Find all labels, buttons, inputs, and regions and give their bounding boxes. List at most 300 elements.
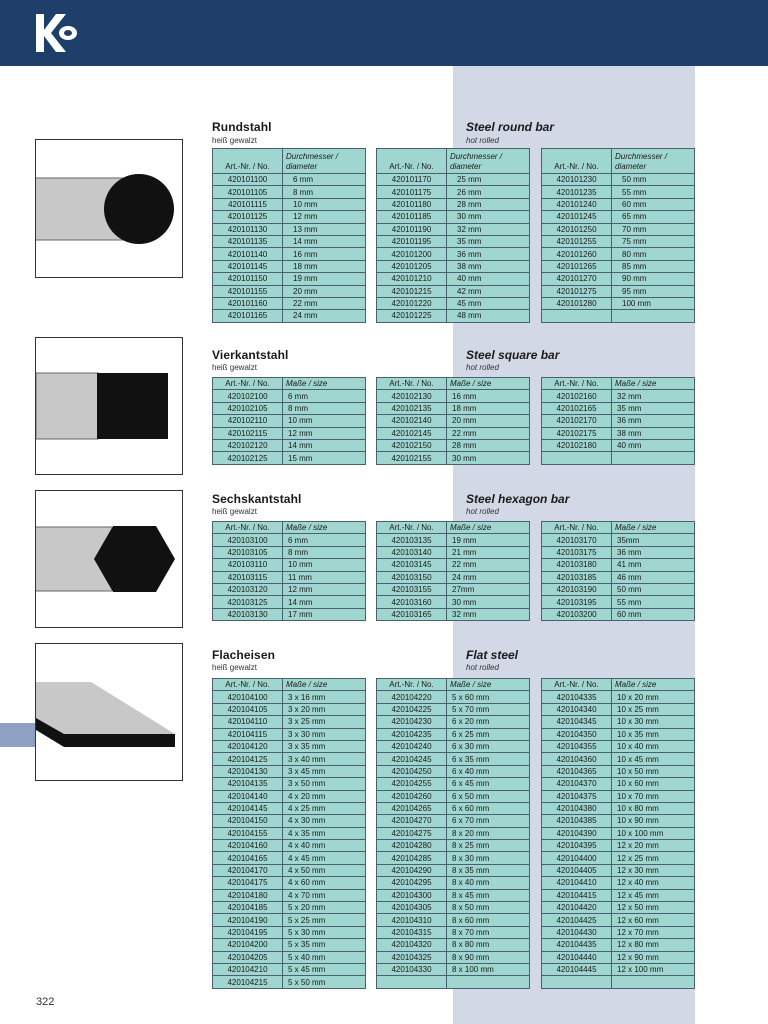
table-row <box>542 728 695 740</box>
column-header-art-no: Art.-Nr. / No. <box>377 378 447 390</box>
table-row <box>213 223 366 235</box>
article-number: 420104115 <box>213 728 283 740</box>
table-row <box>213 310 366 322</box>
dimension-value: 22 mm <box>283 297 366 309</box>
table-row <box>377 703 530 715</box>
article-number: 420101220 <box>377 297 447 309</box>
dimension-value: 3 x 30 mm <box>283 728 366 740</box>
dimension-value: 42 mm <box>447 285 530 297</box>
column-header-art-no: Art.-Nr. / No. <box>213 149 283 174</box>
dimension-value: 4 x 25 mm <box>283 802 366 814</box>
article-number: 420104320 <box>377 939 447 951</box>
table-row <box>213 297 366 309</box>
column-header-dimension: Maße / size <box>447 679 530 691</box>
table-row <box>542 951 695 963</box>
table-row <box>542 608 695 620</box>
table-row <box>377 390 530 402</box>
table-row <box>213 439 366 451</box>
table-row <box>377 740 530 752</box>
round-title-de: Rundstahl <box>212 120 272 134</box>
dimension-value: 25 mm <box>447 174 530 186</box>
table-row <box>377 728 530 740</box>
flat-table-1 <box>212 678 366 989</box>
dimension-value: 3 x 35 mm <box>283 740 366 752</box>
article-number: 420101105 <box>213 186 283 198</box>
table-row <box>213 939 366 951</box>
article-number: 420101225 <box>377 310 447 322</box>
dimension-value: 36 mm <box>612 415 695 427</box>
article-number: 420104205 <box>213 951 283 963</box>
article-number: 420102150 <box>377 439 447 451</box>
column-header-art-no: Art.-Nr. / No. <box>542 149 612 174</box>
round-bar-illustration <box>35 139 183 278</box>
dimension-value: 6 x 30 mm <box>447 740 530 752</box>
dimension-value: 16 mm <box>447 390 530 402</box>
dimension-value: 50 mm <box>612 583 695 595</box>
table-row <box>213 852 366 864</box>
article-number: 420104350 <box>542 728 612 740</box>
article-number: 420103185 <box>542 571 612 583</box>
table-row <box>213 765 366 777</box>
column-header-art-no: Art.-Nr. / No. <box>377 522 447 534</box>
dimension-value <box>612 310 695 322</box>
flat-subtitle-en: hot rolled <box>466 663 499 672</box>
table-row <box>377 198 530 210</box>
table-row <box>542 439 695 451</box>
table-row <box>377 827 530 839</box>
table-row <box>377 571 530 583</box>
article-number: 420101240 <box>542 198 612 210</box>
table-row <box>542 765 695 777</box>
dimension-value: 10 x 45 mm <box>612 753 695 765</box>
table-row <box>377 439 530 451</box>
dimension-value: 41 mm <box>612 559 695 571</box>
article-number: 420101245 <box>542 211 612 223</box>
dimension-value: 35 mm <box>447 235 530 247</box>
dimension-value: 27mm <box>447 583 530 595</box>
table-row <box>213 802 366 814</box>
dimension-value: 6 x 70 mm <box>447 815 530 827</box>
article-number: 420101140 <box>213 248 283 260</box>
table-row <box>213 778 366 790</box>
table-row <box>213 452 366 464</box>
table-row <box>377 864 530 876</box>
dimension-value: 19 mm <box>447 534 530 546</box>
table-row <box>542 753 695 765</box>
article-number: 420104355 <box>542 740 612 752</box>
dimension-value: 35mm <box>612 534 695 546</box>
article-number: 420104185 <box>213 902 283 914</box>
square-title-en: Steel square bar <box>466 348 560 362</box>
column-header-dimension <box>447 149 530 174</box>
article-number: 420103165 <box>377 608 447 620</box>
table-row <box>377 765 530 777</box>
dimension-value: 5 x 25 mm <box>283 914 366 926</box>
square-title-de: Vierkantstahl <box>212 348 289 362</box>
table-row <box>377 926 530 938</box>
table-row <box>377 174 530 186</box>
dimension-value: 8 x 40 mm <box>447 877 530 889</box>
table-row <box>542 703 695 715</box>
article-number: 420101195 <box>377 235 447 247</box>
column-header-art-no: Art.-Nr. / No. <box>213 679 283 691</box>
dimension-value: 12 mm <box>283 583 366 595</box>
article-number: 420104125 <box>213 753 283 765</box>
dimension-value: 4 x 50 mm <box>283 864 366 876</box>
article-number: 420104405 <box>542 864 612 876</box>
dimension-value: 3 x 16 mm <box>283 691 366 703</box>
dimension-value: 14 mm <box>283 235 366 247</box>
article-number: 420104440 <box>542 951 612 963</box>
table-row <box>213 716 366 728</box>
dimension-value: 12 x 20 mm <box>612 840 695 852</box>
dimension-value: 30 mm <box>447 596 530 608</box>
table-row <box>213 815 366 827</box>
dimension-value: 75 mm <box>612 235 695 247</box>
table-row <box>213 608 366 620</box>
table-row <box>213 877 366 889</box>
article-number: 420104365 <box>542 765 612 777</box>
article-number: 420104170 <box>213 864 283 876</box>
article-number: 420104310 <box>377 914 447 926</box>
table-row <box>542 534 695 546</box>
dimension-value: 8 x 60 mm <box>447 914 530 926</box>
dimension-value: 13 mm <box>283 223 366 235</box>
dimension-value: 12 x 50 mm <box>612 902 695 914</box>
dimension-value: 6 x 40 mm <box>447 765 530 777</box>
table-row <box>542 546 695 558</box>
article-number: 420101200 <box>377 248 447 260</box>
dimension-value: 10 mm <box>283 198 366 210</box>
table-row <box>542 248 695 260</box>
article-number: 420104100 <box>213 691 283 703</box>
square-table-2 <box>376 377 530 465</box>
column-header-art-no: Art.-Nr. / No. <box>542 522 612 534</box>
dimension-value: 18 mm <box>447 402 530 414</box>
dimension-value: 10 x 50 mm <box>612 765 695 777</box>
dimension-value: 8 x 90 mm <box>447 951 530 963</box>
column-header-dimension-line1: Durchmesser / <box>286 152 339 161</box>
dimension-value: 55 mm <box>612 596 695 608</box>
table-row <box>377 285 530 297</box>
dimension-value: 28 mm <box>447 198 530 210</box>
table-row <box>377 534 530 546</box>
dimension-value: 24 mm <box>447 571 530 583</box>
table-row <box>213 559 366 571</box>
dimension-value: 8 x 50 mm <box>447 902 530 914</box>
hexagon-title-de: Sechskantstahl <box>212 492 302 506</box>
dimension-value: 24 mm <box>283 310 366 322</box>
table-row <box>213 914 366 926</box>
article-number: 420104215 <box>213 976 283 988</box>
table-row <box>542 186 695 198</box>
article-number: 420104295 <box>377 877 447 889</box>
table-row <box>377 583 530 595</box>
article-number: 420101180 <box>377 198 447 210</box>
table-row <box>213 864 366 876</box>
table-row <box>542 427 695 439</box>
table-row <box>213 728 366 740</box>
table-row <box>377 716 530 728</box>
table-row <box>377 939 530 951</box>
article-number: 420104165 <box>213 852 283 864</box>
article-number: 420104330 <box>377 963 447 975</box>
dimension-value: 55 mm <box>612 186 695 198</box>
article-number: 420103200 <box>542 608 612 620</box>
column-header-dimension: Maße / size <box>612 679 695 691</box>
dimension-value: 35 mm <box>612 402 695 414</box>
hexagon-table-2 <box>376 521 530 621</box>
article-number: 420104145 <box>213 802 283 814</box>
table-row <box>213 951 366 963</box>
section-tab-marker <box>0 723 36 747</box>
table-row <box>213 902 366 914</box>
table-row <box>377 260 530 272</box>
article-number: 420104265 <box>377 802 447 814</box>
dimension-value: 28 mm <box>447 439 530 451</box>
column-header-dimension-line1: Durchmesser / <box>615 152 668 161</box>
article-number: 420101250 <box>542 223 612 235</box>
dimension-value: 15 mm <box>283 452 366 464</box>
dimension-value: 26 mm <box>447 186 530 198</box>
article-number: 420104200 <box>213 939 283 951</box>
dimension-value: 4 x 35 mm <box>283 827 366 839</box>
column-header-dimension <box>612 149 695 174</box>
article-number: 420104140 <box>213 790 283 802</box>
dimension-value: 8 x 35 mm <box>447 864 530 876</box>
flat-steel-illustration <box>35 643 183 781</box>
column-header-dimension: Maße / size <box>612 378 695 390</box>
article-number: 420104380 <box>542 802 612 814</box>
article-number: 420104155 <box>213 827 283 839</box>
dimension-value: 5 x 35 mm <box>283 939 366 951</box>
table-row <box>542 452 695 464</box>
dimension-value: 10 x 60 mm <box>612 778 695 790</box>
dimension-value: 8 x 70 mm <box>447 926 530 938</box>
article-number: 420101230 <box>542 174 612 186</box>
article-number: 420102110 <box>213 415 283 427</box>
table-row <box>542 864 695 876</box>
round-table-2 <box>376 148 530 323</box>
article-number: 420101270 <box>542 273 612 285</box>
dimension-value: 95 mm <box>612 285 695 297</box>
table-row <box>377 546 530 558</box>
table-row <box>377 852 530 864</box>
dimension-value: 36 mm <box>447 248 530 260</box>
article-number: 420101160 <box>213 297 283 309</box>
table-row <box>213 827 366 839</box>
article-number: 420103110 <box>213 559 283 571</box>
article-number <box>377 976 447 988</box>
dimension-value: 14 mm <box>283 439 366 451</box>
dimension-value: 10 x 70 mm <box>612 790 695 802</box>
dimension-value: 5 x 20 mm <box>283 902 366 914</box>
article-number <box>542 452 612 464</box>
table-row <box>377 815 530 827</box>
column-header-dimension: Maße / size <box>283 679 366 691</box>
dimension-value: 38 mm <box>447 260 530 272</box>
article-number: 420101235 <box>542 186 612 198</box>
article-number: 420104255 <box>377 778 447 790</box>
table-row <box>542 273 695 285</box>
dimension-value: 4 x 60 mm <box>283 877 366 889</box>
table-row <box>542 285 695 297</box>
flat-title-en: Flat steel <box>466 648 519 662</box>
table-row <box>377 877 530 889</box>
column-header-art-no: Art.-Nr. / No. <box>377 679 447 691</box>
column-header-dimension-line2: diameter <box>450 162 482 171</box>
table-row <box>542 235 695 247</box>
dimension-value: 8 x 20 mm <box>447 827 530 839</box>
table-row <box>213 174 366 186</box>
table-row <box>542 583 695 595</box>
table-row <box>542 802 695 814</box>
dimension-value: 90 mm <box>612 273 695 285</box>
table-row <box>377 273 530 285</box>
round-table-1 <box>212 148 366 323</box>
column-header-art-no: Art.-Nr. / No. <box>377 149 447 174</box>
company-logo <box>36 14 78 52</box>
table-row <box>377 976 530 988</box>
table-row <box>213 889 366 901</box>
article-number: 420104340 <box>542 703 612 715</box>
article-number: 420104220 <box>377 691 447 703</box>
article-number: 420104315 <box>377 926 447 938</box>
dimension-value: 60 mm <box>612 608 695 620</box>
dimension-value: 50 mm <box>612 174 695 186</box>
article-number: 420102145 <box>377 427 447 439</box>
hexagon-table-3 <box>541 521 695 621</box>
dimension-value: 20 mm <box>283 285 366 297</box>
square-subtitle-en: hot rolled <box>466 363 499 372</box>
page-number: 322 <box>36 996 55 1008</box>
dimension-value: 70 mm <box>612 223 695 235</box>
article-number: 420102155 <box>377 452 447 464</box>
dimension-value: 32 mm <box>447 223 530 235</box>
round-subtitle-de: heiß gewalzt <box>212 136 257 145</box>
dimension-value: 30 mm <box>447 211 530 223</box>
article-number: 420104240 <box>377 740 447 752</box>
hexagon-bar-illustration <box>35 490 183 628</box>
article-number: 420101130 <box>213 223 283 235</box>
article-number: 420101265 <box>542 260 612 272</box>
table-row <box>377 914 530 926</box>
table-row <box>542 297 695 309</box>
article-number: 420103190 <box>542 583 612 595</box>
table-row <box>542 415 695 427</box>
dimension-value: 16 mm <box>283 248 366 260</box>
dimension-value <box>612 976 695 988</box>
article-number: 420103100 <box>213 534 283 546</box>
article-number: 420104345 <box>542 716 612 728</box>
dimension-value: 6 x 25 mm <box>447 728 530 740</box>
table-row <box>377 186 530 198</box>
dimension-value: 6 mm <box>283 390 366 402</box>
article-number: 420104245 <box>377 753 447 765</box>
table-row <box>542 198 695 210</box>
table-row <box>542 840 695 852</box>
column-header-dimension: Maße / size <box>447 522 530 534</box>
article-number <box>542 976 612 988</box>
dimension-value: 45 mm <box>447 297 530 309</box>
article-number: 420101175 <box>377 186 447 198</box>
article-number: 420102120 <box>213 439 283 451</box>
article-number: 420104445 <box>542 963 612 975</box>
article-number: 420103155 <box>377 583 447 595</box>
article-number: 420103105 <box>213 546 283 558</box>
dimension-value: 12 x 60 mm <box>612 914 695 926</box>
dimension-value: 3 x 50 mm <box>283 778 366 790</box>
article-number: 420104225 <box>377 703 447 715</box>
dimension-value: 17 mm <box>283 608 366 620</box>
dimension-value: 3 x 20 mm <box>283 703 366 715</box>
dimension-value: 10 mm <box>283 559 366 571</box>
flat-title-de: Flacheisen <box>212 648 276 662</box>
table-row <box>213 583 366 595</box>
article-number: 420101115 <box>213 198 283 210</box>
column-header-dimension: Maße / size <box>283 522 366 534</box>
article-number: 420101185 <box>377 211 447 223</box>
table-row <box>213 753 366 765</box>
column-header-dimension: Maße / size <box>612 522 695 534</box>
table-row <box>542 926 695 938</box>
article-number: 420101145 <box>213 260 283 272</box>
article-number: 420104135 <box>213 778 283 790</box>
square-table-3 <box>541 377 695 465</box>
dimension-value: 80 mm <box>612 248 695 260</box>
article-number: 420101255 <box>542 235 612 247</box>
table-row <box>542 691 695 703</box>
article-number: 420101100 <box>213 174 283 186</box>
article-number: 420104150 <box>213 815 283 827</box>
article-number: 420104375 <box>542 790 612 802</box>
article-number: 420104400 <box>542 852 612 864</box>
article-number: 420101125 <box>213 211 283 223</box>
dimension-value: 8 x 45 mm <box>447 889 530 901</box>
hexagon-title-en: Steel hexagon bar <box>466 492 570 506</box>
dimension-value: 8 mm <box>283 186 366 198</box>
article-number: 420102165 <box>542 402 612 414</box>
article-number: 420101210 <box>377 273 447 285</box>
dimension-value: 10 x 20 mm <box>612 691 695 703</box>
table-row <box>542 790 695 802</box>
dimension-value: 5 x 60 mm <box>447 691 530 703</box>
table-row <box>542 939 695 951</box>
article-number: 420102140 <box>377 415 447 427</box>
dimension-value: 10 x 80 mm <box>612 802 695 814</box>
article-number: 420103160 <box>377 596 447 608</box>
table-row <box>542 260 695 272</box>
article-number <box>542 310 612 322</box>
dimension-value: 3 x 25 mm <box>283 716 366 728</box>
table-row <box>213 415 366 427</box>
article-number: 420104430 <box>542 926 612 938</box>
table-row <box>542 402 695 414</box>
column-header-dimension-line1: Durchmesser / <box>450 152 503 161</box>
article-number: 420101190 <box>377 223 447 235</box>
round-title-en: Steel round bar <box>466 120 555 134</box>
article-number: 420104195 <box>213 926 283 938</box>
dimension-value: 3 x 40 mm <box>283 753 366 765</box>
table-row <box>377 415 530 427</box>
table-row <box>542 310 695 322</box>
table-row <box>542 559 695 571</box>
table-row <box>542 778 695 790</box>
dimension-value: 6 x 50 mm <box>447 790 530 802</box>
article-number: 420102125 <box>213 452 283 464</box>
dimension-value: 38 mm <box>612 427 695 439</box>
dimension-value: 19 mm <box>283 273 366 285</box>
